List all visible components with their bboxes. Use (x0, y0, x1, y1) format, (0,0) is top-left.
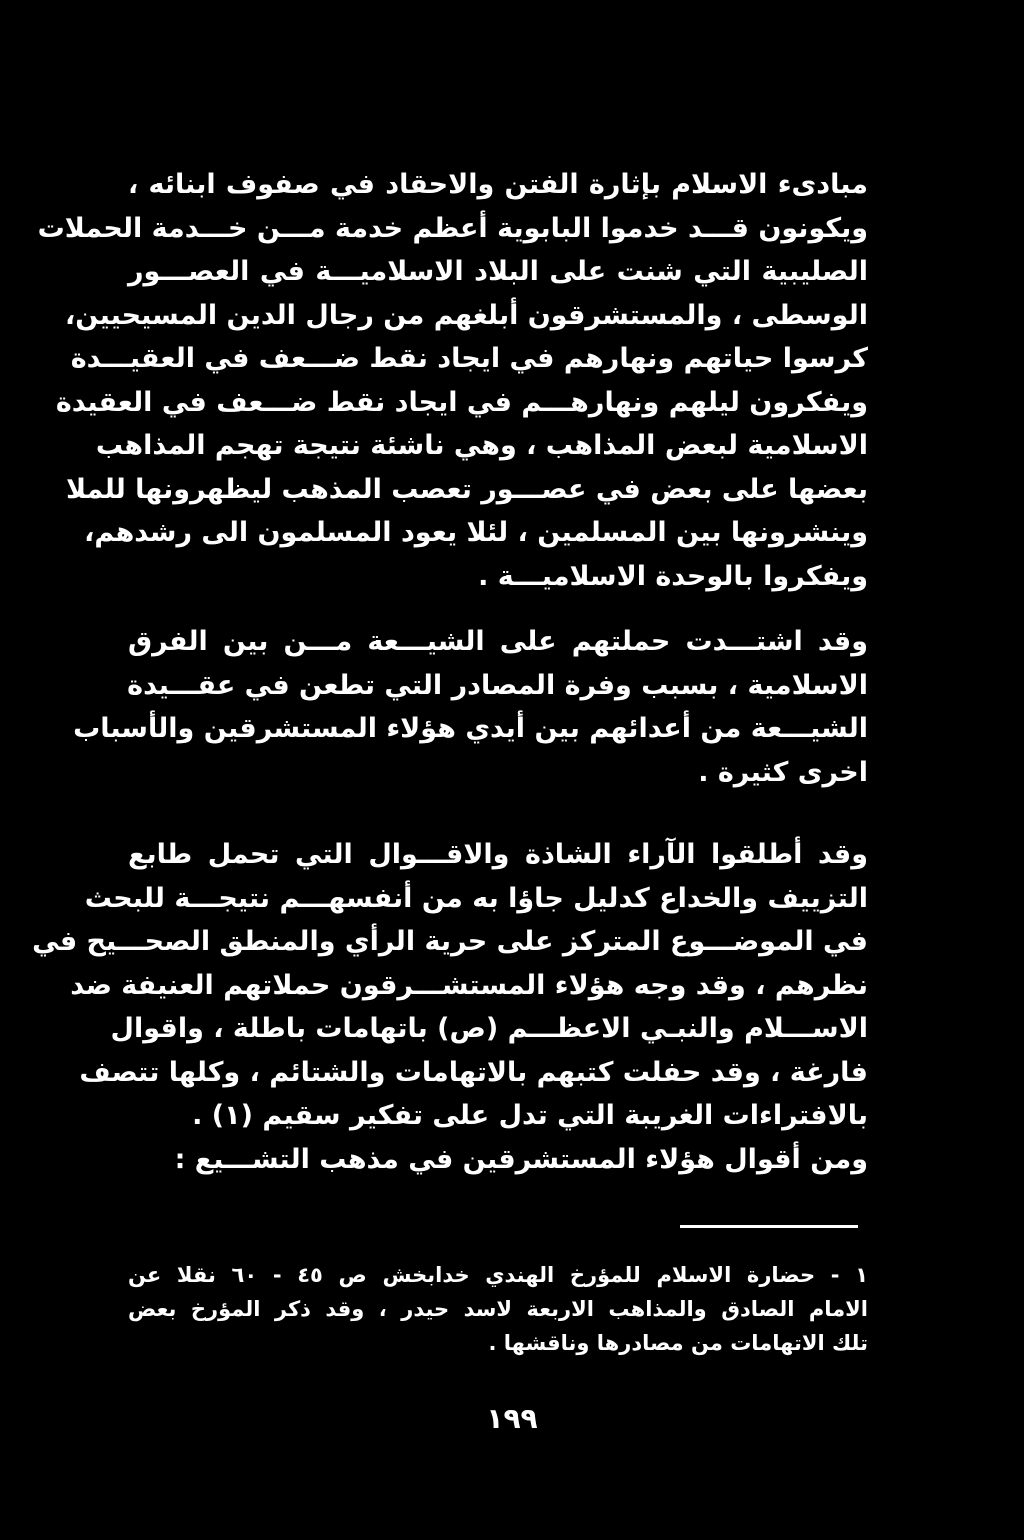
paragraph-line: بالافتراءات الغريبة التي تدل على تفكير سقيم (١) . (192, 1100, 868, 1131)
paragraph-line: نظرهم ، وقد وجه هؤلاء المستشـــرقون حملاتهم العنيفة ضد (70, 969, 868, 1001)
paragraph-line: الاسلامية ، بسبب وفرة المصادر التي تطعن في عقـــيدة (127, 669, 868, 701)
paragraph-line: الوسطى ، والمستشرقون أبلغهم من رجال الدين المسيحيين، (65, 299, 868, 331)
paragraph-line: مبادىء الاسلام بإثارة الفتن والاحقاد في صفوف ابنائه ، (128, 169, 868, 200)
paragraph-line: ويفكروا بالوحدة الاسلاميـــة . (478, 560, 868, 592)
paragraph-line: ويكونون قـــد خدموا البابوية أعظم خدمة مـــن خـــدمة الحملات (37, 212, 868, 244)
page-number: ١٩٩ (486, 1402, 538, 1435)
paragraph-line: في الموضـــوع المتركز على حرية الرأي والمنطق الصحـــيح في (32, 926, 868, 957)
paragraph-1 (37, 163, 868, 598)
paragraph-line: الشيـــعة من أعدائهم بين أيدي هؤلاء المستشرقين والأسباب (73, 713, 868, 744)
footnote-line: تلك الاتهامات من مصادرها وناقشها . (488, 1331, 868, 1355)
footnote-line: الامام الصادق والمذاهب الاربعة لاسد حيدر ، وقد ذكر المؤرخ بعض (128, 1297, 868, 1321)
paragraph-line: كرسوا حياتهم ونهارهم في ايجاد نقط ضـــعف في العقيـــدة (70, 343, 868, 374)
paragraph-line: وينشرونها بين المسلمين ، لئلا يعود المسلمون الى رشدهم، (84, 517, 868, 548)
footnote-divider (680, 1225, 858, 1228)
paragraph-line: الاسلامية لبعض المذاهب ، وهي ناشئة نتيجة تهجم المذاهب (95, 430, 868, 461)
paragraph-line: ومن أقوال هؤلاء المستشرقين في مذهب التشـــيع : (174, 1143, 868, 1175)
paragraph-2 (73, 620, 868, 794)
paragraph-line: اخرى كثيرة . (698, 756, 868, 788)
paragraph-line: الصليبية التي شنت على البلاد الاسلاميـــة في العصـــور (128, 256, 868, 287)
paragraph-line: فارغة ، وقد حفلت كتبهم بالاتهامات والشتائم ، وكلها تتصف (79, 1056, 868, 1088)
paragraph-line: ويفكرون ليلهم ونهارهـــم في ايجاد نقط ضـــعف في العقيدة (55, 386, 868, 418)
paragraph-3 (32, 833, 868, 1181)
paragraph-line: وقد اشتـــدت حملتهم على الشيـــعة مـــن بين الفرق (128, 626, 868, 657)
paragraph-line: الاســـلام والنبـي الاعظـــم (ص) باتهامات باطلة ، واقوال (110, 1013, 868, 1044)
paragraph-line: التزييف والخداع كدليل جاؤا به من أنفسهـــم نتيجـــة للبحث (84, 882, 868, 914)
footnote (128, 1258, 868, 1360)
paragraph-line: بعضها على بعض في عصـــور تعصب المذهب ليظهرونها للملا (65, 473, 868, 505)
paragraph-line: وقد أطلقوا الآراء الشاذة والاقـــوال التي تحمل طابع (128, 839, 868, 870)
footnote-line: ١ - حضارة الاسلام للمؤرخ الهندي خدابخش ص ٤٥ - ٦٠ نقلا عن (128, 1263, 869, 1287)
